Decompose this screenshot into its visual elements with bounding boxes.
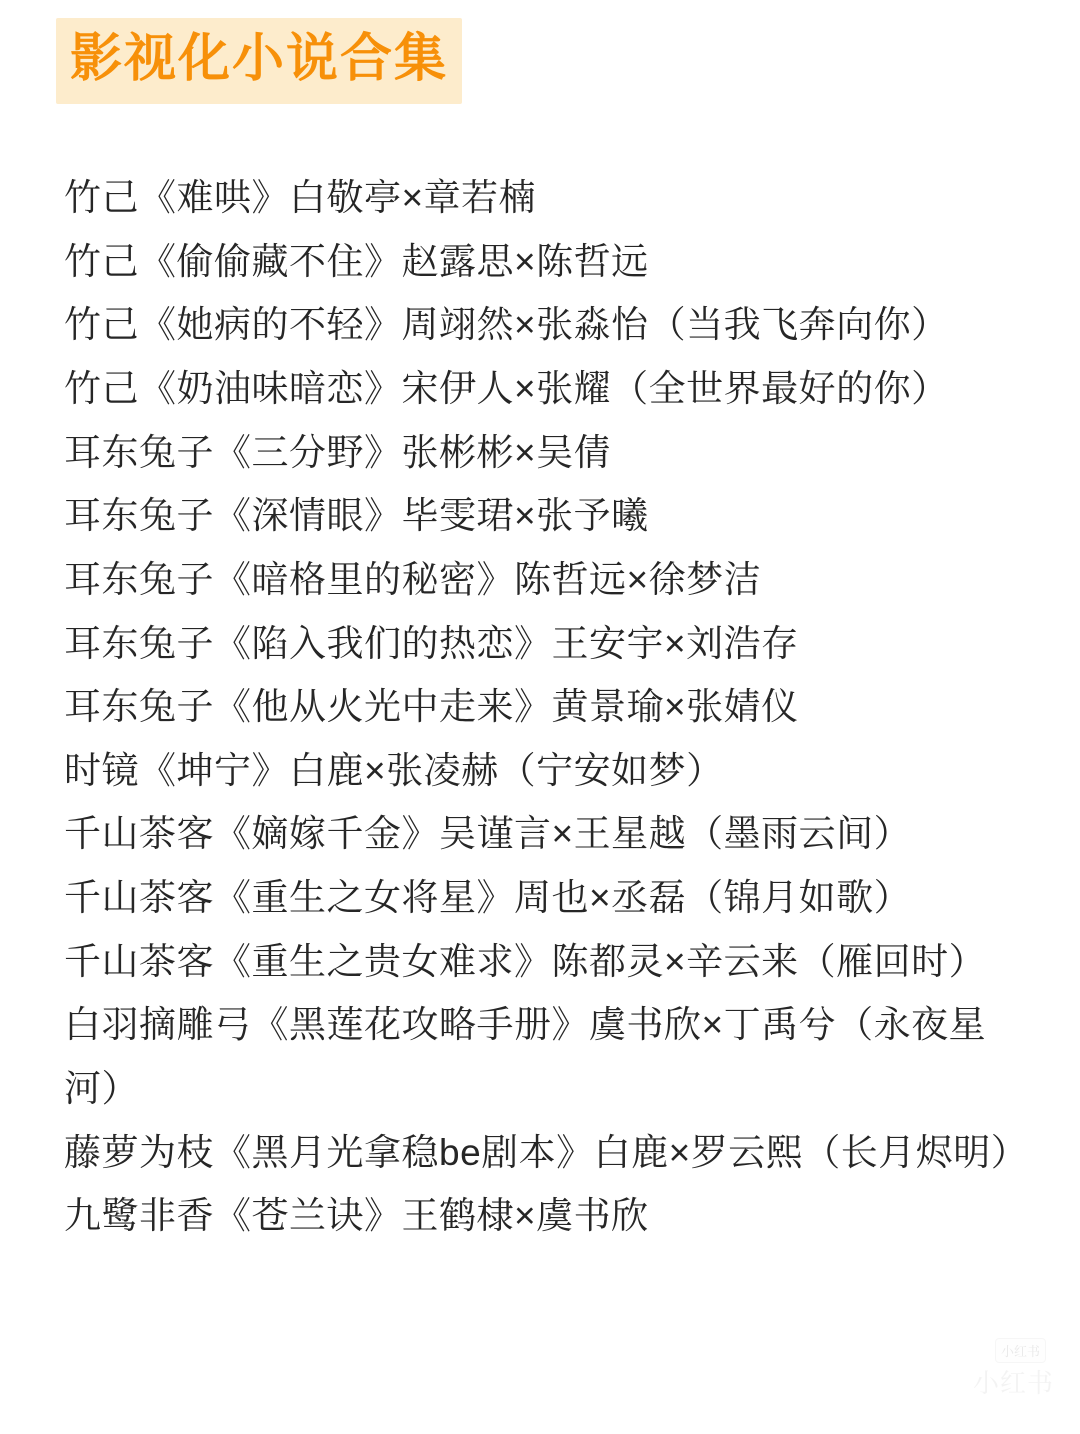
list-item: 竹己《偷偷藏不住》赵露思×陈哲远 <box>64 240 649 282</box>
list-item: 竹己《奶油味暗恋》宋伊人×张耀（全世界最好的你） <box>64 368 949 410</box>
list-item: 千山茶客《重生之女将星》周也×丞磊（锦月如歌） <box>64 877 912 919</box>
page-title: 影视化小说合集 <box>56 18 462 104</box>
watermark <box>934 1338 1054 1400</box>
list-item: 千山茶客《重生之贵女难求》陈都灵×辛云来（雁回时） <box>64 940 987 982</box>
list-item: 耳东兔子《暗格里的秘密》陈哲远×徐梦洁 <box>64 558 762 600</box>
list-item: 九鹭非香《苍兰诀》王鹤棣×虞书欣 <box>64 1195 649 1237</box>
list-item: 耳东兔子《深情眼》毕雯珺×张予曦 <box>64 495 649 537</box>
list-item: 耳东兔子《陷入我们的热恋》王安宇×刘浩存 <box>64 622 799 664</box>
list-item: 白羽摘雕弓《黑莲花攻略手册》虞书欣×丁禹兮（永夜星河） <box>64 1004 987 1109</box>
list-item: 耳东兔子《三分野》张彬彬×吴倩 <box>64 431 612 473</box>
novel-list <box>0 166 1080 1248</box>
title-container <box>0 0 1080 104</box>
list-item: 耳东兔子《他从火光中走来》黄景瑜×张婧仪 <box>64 686 799 728</box>
list-item: 时镜《坤宁》白鹿×张凌赫（宁安如梦） <box>64 749 724 791</box>
list-item: 竹己《难哄》白敬亭×章若楠 <box>64 177 537 219</box>
watermark-badge: 小红书 <box>995 1338 1046 1363</box>
list-item: 千山茶客《嫡嫁千金》吴谨言×王星越（墨雨云间） <box>64 813 912 855</box>
list-item: 藤萝为枝《黑月光拿稳be剧本》白鹿×罗云熙（长月烬明） <box>64 1131 1029 1173</box>
watermark-text: 小红书 <box>972 1368 1054 1398</box>
list-item: 竹己《她病的不轻》周翊然×张淼怡（当我飞奔向你） <box>64 304 949 346</box>
